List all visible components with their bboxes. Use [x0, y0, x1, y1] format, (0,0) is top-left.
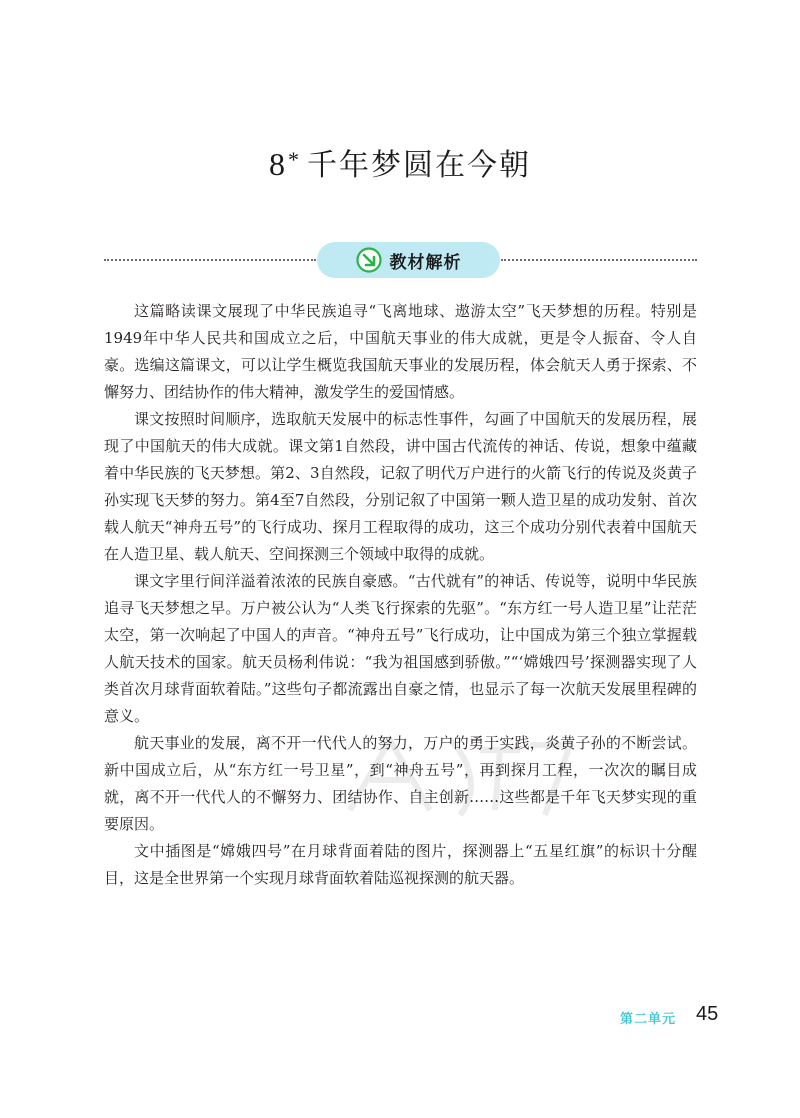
paragraph: 航天事业的发展，离不开一代代人的努力，万户的勇于实践，炎黄子孙的不断尝试。新中国成立后，从“东方红一号卫星”，到“神舟五号”，再到探月工程，一次次的瞩目成就，离不开一代代人的不懈努力、团结协作、自主创新……这些都是千年飞天梦实现的重要原因。: [104, 734, 697, 833]
dotted-divider-right: [501, 259, 697, 261]
paragraph: 这篇略读课文展现了中华民族追寻“飞离地球、遨游太空”飞天梦想的历程。特别是1949年中华人民共和国成立之后，中国航天事业的伟大成就，更是令人振奋、令人自豪。选编这篇课文，可以让学生概览我国航天事业的发展历程，体会航天人勇于探索、不懈努力、团结协作的伟大精神，激发学生的爱国情感。: [104, 302, 697, 401]
unit-label: 第二单元: [620, 1012, 677, 1027]
optional-lesson-marker: *: [288, 147, 301, 172]
lesson-title: [0, 140, 800, 184]
lesson-number: 8: [269, 146, 287, 182]
section-header: [104, 242, 697, 278]
paragraph: 课文按照时间顺序，选取航天发展中的标志性事件，勾画了中国航天的发展历程，展现了中国航天的伟大成就。课文第1自然段，讲中国古代流传的神话、传说，想象中蕴藏着中华民族的飞天梦想。第2、3自然段，记叙了明代万户进行的火箭飞行的传说及炎黄子孙实现飞天梦的努力。第4至7自然段，分别记叙了中国第一颗人造卫星的成功发射、首次载人航天“神舟五号”的飞行成功、探月工程取得的成功，这三个成功分别代表着中国航天在人造卫星、载人航天、空间探测三个领域中取得的成就。: [104, 410, 697, 563]
analysis-body: [104, 298, 697, 892]
section-pill: [317, 242, 500, 278]
paragraph: 文中插图是“嫦娥四号”在月球背面着陆的图片，探测器上“五星红旗”的标识十分醒目，这是全世界第一个实现月球背面软着陆巡视探测的航天器。: [104, 842, 697, 887]
page-number: 45: [696, 1003, 719, 1025]
dotted-divider-left: [104, 259, 316, 261]
arrow-down-right-circle-icon: [356, 247, 382, 273]
paragraph: 课文字里行间洋溢着浓浓的民族自豪感。“古代就有”的神话、传说等，说明中华民族追寻飞天梦想之早。万户被公认为“人类飞行探索的先驱”。“东方红一号人造卫星”让茫茫太空，第一次响起了中国人的声音。“神舟五号”飞行成功，让中国成为第三个独立掌握载人航天技术的国家。航天员杨利伟说：“我为祖国感到骄傲。”“‘嫦娥四号’探测器实现了人类首次月球背面软着陆。”这些句子都流露出自豪之情，也显示了每一次航天发展里程碑的意义。: [104, 572, 697, 725]
lesson-title-text: 千年梦圆在今朝: [307, 148, 531, 183]
section-label: 教材解析: [389, 252, 462, 273]
